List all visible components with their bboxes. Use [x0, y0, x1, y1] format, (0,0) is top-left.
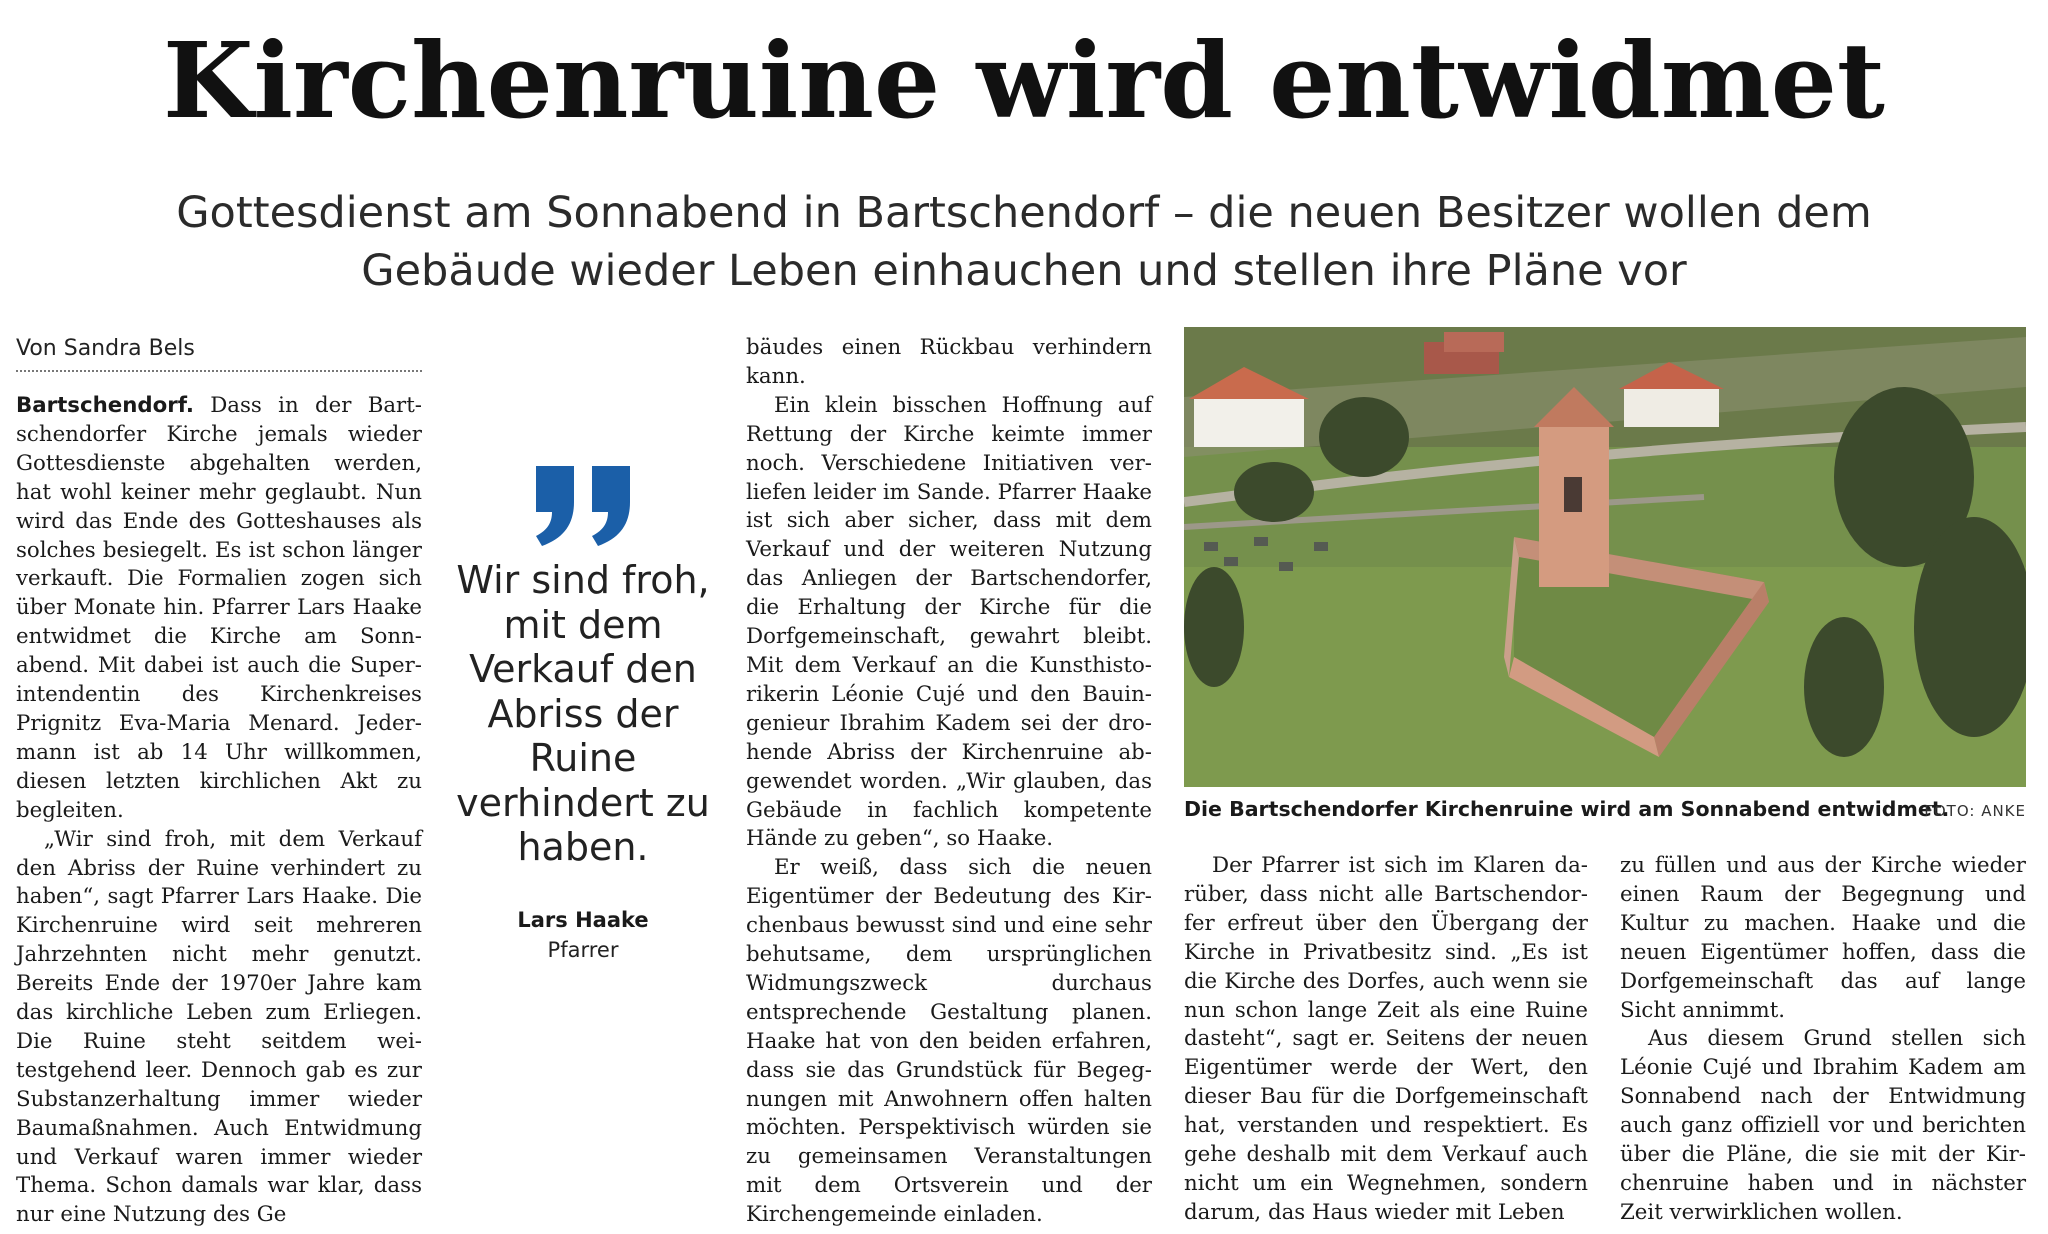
photo-credit: FOTO: ANKE [1924, 802, 2026, 820]
headline: Kirchenruine wird entwidmet [163, 19, 1885, 142]
column-1 [16, 392, 422, 1230]
quote-mark-icon [530, 466, 636, 546]
quote-text: Wir sind froh, mit dem Verkauf den Abriss der Ruine verhindert zu haben. [456, 558, 710, 869]
photo-caption [1184, 795, 2026, 823]
paragraph: zu füllen und aus der Kirche wieder einen Raum der Begegnung und Kultur zu machen. Haake und die neuen Eigentümer hoffen, dass die Dorfgemeinschaft das auf lange Sicht annimmt. [1620, 853, 2026, 1023]
column-3 [1184, 852, 1588, 1228]
quote-mark-right [592, 466, 630, 546]
quote-mark-left [536, 466, 574, 546]
dateline: Bartschendorf. [16, 393, 194, 418]
quote-role: Pfarrer [547, 938, 619, 962]
paragraph: Ein klein bisschen Hoffnung auf Rettung der Kirche keimte immer noch. Verschiedene Initiativen verliefen leider im Sande. Pfarrer Haake ist sich aber sicher, dass mit dem Verkauf und der weiteren Nutzung das Anliegen der Bartschendorfer, die Erhaltung der Kirche für die Dorfgemeinschaft, gewahrt bleibt. Mit dem Verkauf an die Kunsthistorikerin Léonie Cujé und den Bauingenieur Ibrahim Kadem sei der drohende Abriss der Kirchenruine abgewendet worden. „Wir glauben, das Gebäude in fachlich kompetente Hände zu geben“, so Haake. [746, 392, 1152, 852]
paragraph: bäudes einen Rückbau verhindern kann. [746, 335, 1152, 389]
byline: Von Sandra Bels [16, 335, 422, 372]
column-2 [746, 334, 1152, 1230]
subheadline: Gottesdienst am Sonnabend in Bartschendorf – die neuen Besitzer wollen dem Gebäude wieder Leben einhauchen und stellen ihre Pläne vor [176, 188, 1872, 296]
paragraph: Der Pfarrer ist sich im Klaren darüber, dass nicht alle Bartschendorfer erfreut über den Übergang der Kirche in Privatbesitz sind. „Es ist die Kirche des Dorfes, auch wenn sie nun schon lange Zeit als eine Ruine dasteht“, sagt er. Seitens der neuen Eigentümer werde der Wert, den dieser Bau für die Dorfgemeinschaft hat, verstanden und respektiert. Es gehe deshalb mit dem Verkauf auch nicht um ein Wegnehmen, sondern darum, das Haus wieder mit Leben [1184, 853, 1588, 1225]
church-ruin-photo [1184, 327, 2026, 787]
paragraph: Er weiß, dass sich die neuen Eigentümer der Bedeutung des Kirchenbaus bewusst sind und eine sehr behutsame, dem ursprünglichen Widmungszweck durchaus entsprechende Gestaltung planen. Haake hat von den beiden erfahren, dass sie das Grundstück für Begegnungen mit Anwohnern offen halten möchten. Perspektivisch würden sie zu gemeinsamen Veranstaltungen mit dem Ortsverein und der Kirchengemeinde einladen. [746, 855, 1152, 1228]
caption-text: Die Bartschendorfer Kirchenruine wird am Sonnabend entwidmet. [1184, 797, 1950, 821]
lead-text: Dass in der Bartschendorfer Kirche jemals wieder Gottesdienste abgehalten werden, hat wohl keiner mehr geglaubt. Nun wird das Ende des Gotteshauses als solches besiegelt. Es ist schon länger verkauft. Die Formalien zogen sich über Monate hin. Pfarrer Lars Haake entwidmet die Kirche am Sonnabend. Mit dabei ist auch die Superintendentin des Kirchenkreises Prignitz Eva-Maria Menard. Jedermann ist ab 14 Uhr willkommen, diesen letzten kirchlichen Akt zu begleiten. [16, 393, 422, 823]
quote-author: Lars Haake [517, 908, 649, 932]
column-4 [1620, 852, 2026, 1228]
aerial-photo-illustration [1184, 327, 2026, 787]
paragraph: Aus diesem Grund stellen sich Léonie Cujé und Ibrahim Kadem am Sonnabend nach der Entwidmung auch ganz offiziell vor und berichten über die Pläne, die sie mit der Kirchenruine haben und in nächster Zeit verwirklichen wollen. [1620, 1026, 2026, 1225]
lead-paragraph [16, 392, 422, 826]
paragraph: „Wir sind froh, mit dem Verkauf den Abriss der Ruine verhindert zu haben“, sagt Pfarrer Lars Haake. Die Kirchenruine wird seit mehreren Jahrzehnten nicht mehr genutzt. Bereits Ende der 1970er Jahre kam das kirchliche Leben zum Erliegen. Die Ruine steht seitdem weitestgehend leer. Dennoch gab es zur Substanzerhaltung immer wieder Baumaßnahmen. Auch Entwidmung und Verkauf waren immer wieder Thema. Schon damals war klar, dass nur eine Nutzung des Ge [16, 826, 422, 1228]
